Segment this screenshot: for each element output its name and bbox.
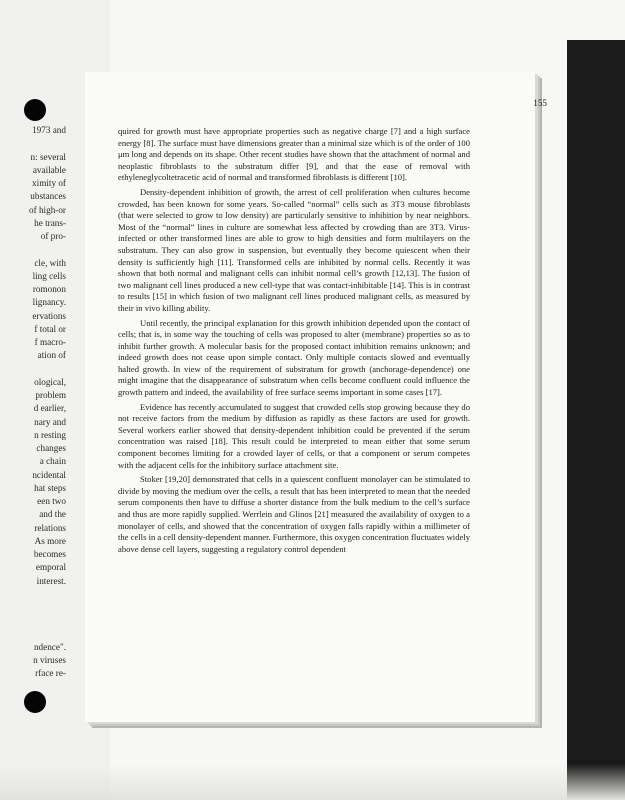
binder-edge — [567, 40, 625, 800]
left-page-fragment: changes — [36, 443, 66, 453]
left-page-fragment: n: several — [30, 151, 66, 162]
left-page-fragment: interest. — [36, 575, 66, 586]
left-page-fragment: cle, with — [34, 257, 66, 268]
left-page-fragment: ation of — [37, 350, 66, 361]
left-page-fragment: he trans- — [34, 217, 66, 228]
left-page-fragment: ling cells — [32, 270, 66, 281]
left-page-fragment: available — [32, 164, 66, 175]
left-page-fragment: f total or — [34, 323, 66, 334]
left-page-fragment: As more — [34, 535, 66, 546]
paragraph: Stoker [19,20] demonstrated that cells in a quiescent confluent monolayer can be stimulated to divide by moving the medium over the cells, a result that has been interpreted to mean that the needed serum components then have to diffuse a shorter distance from the bulk medium to the cell’s surface and thus are more rapidly supplied. Werrlein and Glinos [21] measured the availability of oxygen to a monolayer of cells, and showed that the concentration of oxygen falls rapidly within a millimeter of the cells in a cell density-dependent manner. Furthermore, this oxygen concentration fluctuates widely above dense cell layers, suggesting a regulatory control dependent — [118, 474, 470, 554]
left-page-fragment: ervations — [32, 310, 66, 321]
page-number: 155 — [533, 98, 547, 108]
punch-hole-bottom — [24, 691, 46, 713]
left-page-fragment: rface re- — [35, 668, 66, 679]
left-page-fragment: nary and — [34, 416, 66, 427]
paragraph: Density-dependent inhibition of growth, the arrest of cell proliferation when cultures become crowded, has been known for some years. So-called “normal” cells such as 3T3 mouse fibroblasts (that were selected to grow to low density) are particularly sensitive to inhibition by near neighbors. Most of the “normal” lines in culture are somewhat less affected by crowding than are 3T3. Virus-infected or other transformed lines are able to grow to high densities and form multilayers on the substratum. They can also grow in suspension, but eventually they become quiescent when their density is sufficiently high [11]. Transformed cells are inhibited by normal cells. Recently it was shown that both normal and malignant cells can inhibit normal cell’s growth [12,13]. The fusion of two malignant cell lines produced a new cell-type that was contact-inhibitable [14]. This is in contrast to results [15] in which fusion of two malignant cell lines produced malignant cells, as measured by their in vivo killing ability. — [118, 186, 470, 313]
left-page-fragment: emporal — [35, 562, 66, 573]
left-page-fragment: ximity of — [32, 178, 66, 188]
left-page-fragment: of pro- — [40, 231, 66, 241]
left-page-fragment: of high-or — [29, 204, 66, 215]
left-page-fragment: relations — [34, 522, 66, 533]
left-page-fragment: and the — [39, 509, 66, 520]
left-page-fragment: a chain — [39, 456, 66, 467]
left-page-fragment: ological, — [34, 376, 66, 387]
text-column — [118, 126, 470, 558]
left-page-fragment: een two — [37, 496, 66, 506]
paragraph: quired for growth must have appropriate properties such as negative charge [7] and a high surface energy [8]. The surface must have dimensions greater than a minimal size which is of the order of 100 μm long and depends on its shape. Other recent studies have shown that the attachment of normal and neoplastic fibroblasts to the substratum differ [9], and that the ease of removal with ethyleneglycoltetracetic acid of normal and transformed fibroblasts is different [10]. — [118, 126, 470, 183]
left-page-fragment: n viruses — [33, 655, 66, 665]
punch-hole-top — [24, 99, 46, 121]
left-page-fragment: ncidental — [32, 469, 66, 480]
left-page-fragment: problem — [35, 390, 66, 400]
paragraph: Until recently, the principal explanation for this growth inhibition depended upon the contact of cells; that is, in some way the touching of cells was proposed to alter (membrane) properties so as to inhibit further growth. A molecular basis for the proposed contact inhibition remains unknown; and indeed growth does not cease upon simple contact. Only multiple contacts slowed and eventually halted growth. In view of the requirement of substratum for growth (anchorage-dependence) one might imagine that the disappearance of substratum when cells become confluent could influence the growth pattern and indeed, the availability of free surface seems important in some cases [17]. — [118, 317, 470, 398]
left-page-fragment: f macro- — [34, 337, 66, 347]
paragraph: Evidence has recently accumulated to suggest that crowded cells stop growing because they do not receive factors from the medium by diffusion as rapidly as these factors are used for growth. Several workers earlier showed that density-dependent inhibition could be prevented if the serum concentration was raised [18]. This result could be interpreted to mean either that some serum component becomes limiting for a crowded layer of cells, or that a component or serum competes with the adjacent cells for the inhibitory surface attachment site. — [118, 401, 470, 470]
left-page-fragment: romonon — [32, 284, 66, 294]
left-page-fragment: hat steps — [34, 482, 66, 493]
left-page-fragment: becomes — [33, 549, 66, 559]
left-page-fragment: d earlier, — [33, 403, 66, 414]
left-page-fragment: lignancy. — [32, 297, 66, 308]
left-page-fragment: ubstances — [30, 191, 66, 202]
left-page-fragment: n resting — [34, 429, 66, 440]
left-page-fragment: ndence". — [33, 641, 66, 652]
left-page-fragment: 1973 and — [32, 125, 66, 135]
bottom-shadow — [0, 764, 625, 800]
